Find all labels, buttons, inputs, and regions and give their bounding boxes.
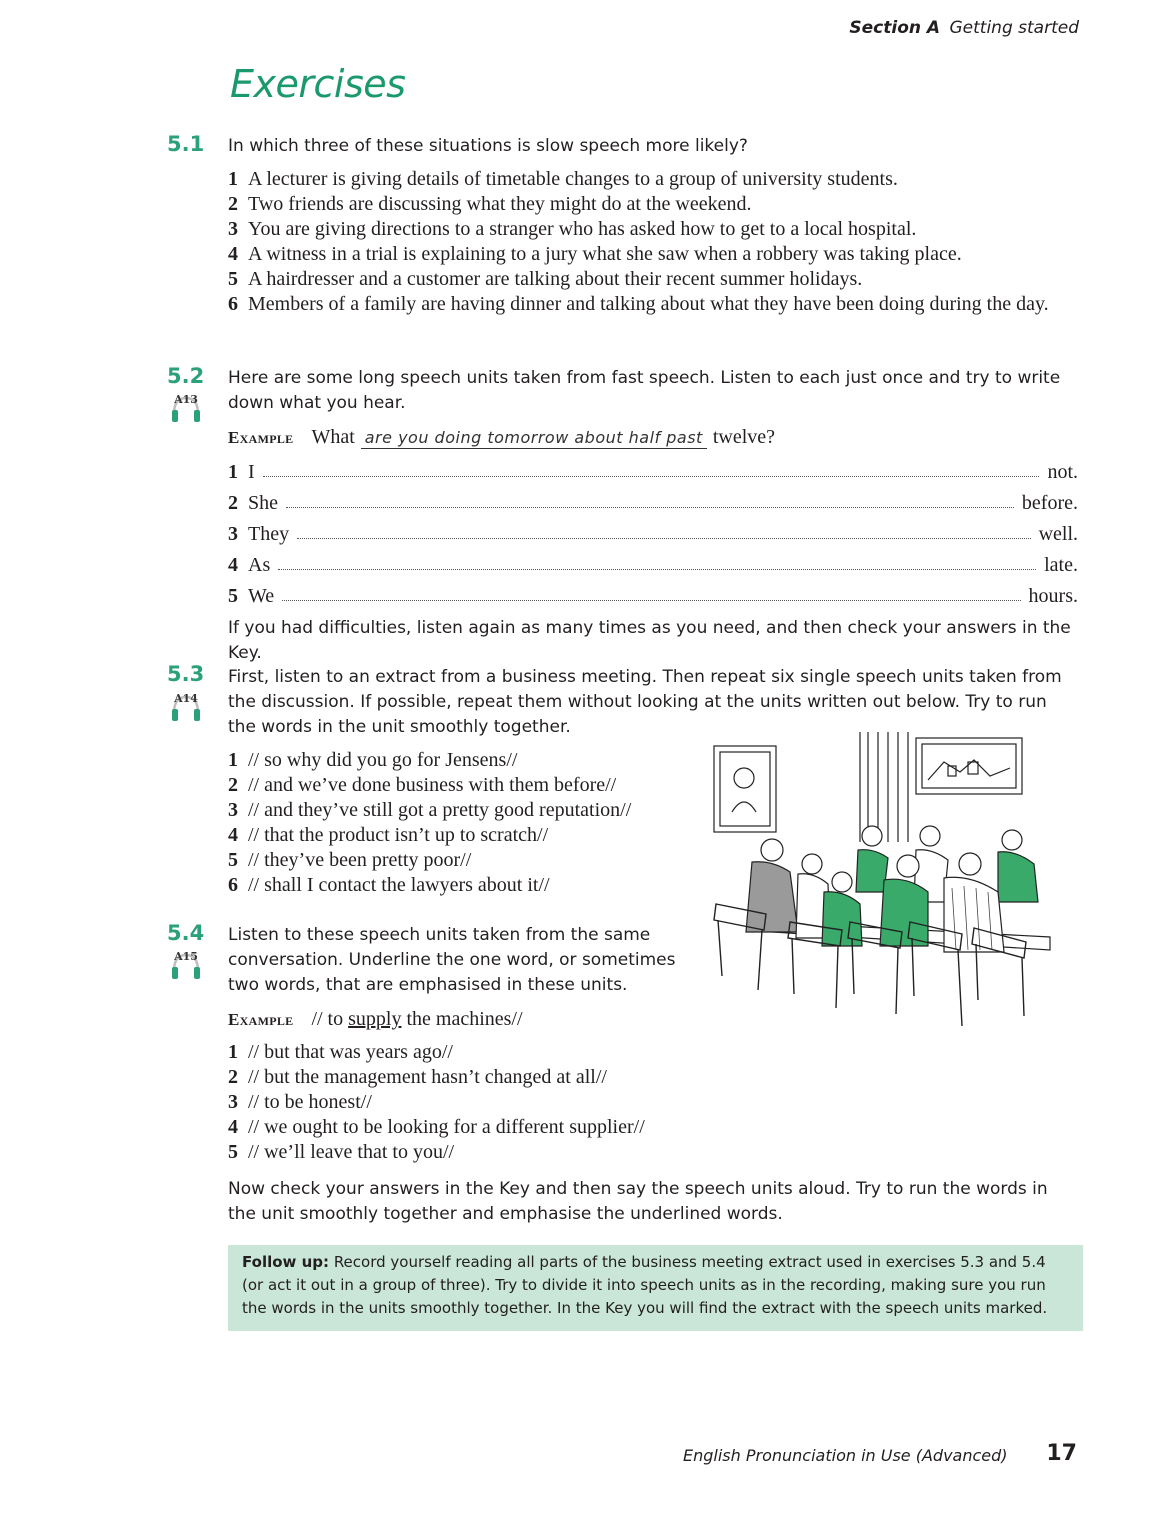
business-meeting-illustration bbox=[712, 732, 1052, 1032]
list-item: 4 A witness in a trial is explaining to a jury what she saw when a robbery was taking place. bbox=[228, 243, 962, 265]
answer-blank[interactable] bbox=[297, 537, 1030, 539]
exercise-5-4-example: Example // to supply the machines// bbox=[228, 1008, 523, 1030]
follow-up-box bbox=[228, 1245, 1083, 1331]
answer-blank[interactable] bbox=[278, 568, 1036, 570]
fill-in-row: 5 We hours. bbox=[228, 585, 1078, 607]
exercise-5-4-note: Now check your answers in the Key and then say the speech units aloud. Try to run the words in the unit smoothly together and emphasise the underlined words. bbox=[228, 1179, 1048, 1224]
fill-in-row: 1 I not. bbox=[228, 461, 1078, 483]
answer-blank[interactable] bbox=[286, 506, 1014, 508]
audio-track-a13[interactable] bbox=[168, 392, 204, 422]
exercise-5-2-instruction: Here are some long speech units taken from fast speech. Listen to each just once and try to write down what you hear. bbox=[228, 368, 1061, 413]
example-label: Example bbox=[228, 428, 294, 447]
audio-track-a15[interactable] bbox=[168, 949, 204, 979]
list-item: 1 // so why did you go for Jensens// bbox=[228, 749, 518, 771]
exercise-5-1-instruction: In which three of these situations is slow speech more likely? bbox=[228, 136, 748, 156]
list-item: 3 // and they’ve still got a pretty good reputation// bbox=[228, 799, 632, 821]
list-item: 1 A lecturer is giving details of timetable changes to a group of university students. bbox=[228, 168, 898, 190]
answer-blank[interactable] bbox=[282, 599, 1020, 601]
list-item: 6 Members of a family are having dinner and talking about what they have been doing during the day. bbox=[228, 293, 1049, 315]
list-item: 3 You are giving directions to a stranger who has asked how to get to a local hospital. bbox=[228, 218, 917, 240]
exercise-5-2-note: If you had difficulties, listen again as many times as you need, and then check your answers in the Key. bbox=[228, 618, 1071, 663]
exercise-5-1-list bbox=[228, 167, 1078, 317]
follow-up-label: Follow up: bbox=[242, 1253, 330, 1271]
section-title: Getting started bbox=[949, 18, 1079, 38]
list-item: 1 // but that was years ago// bbox=[228, 1041, 453, 1063]
list-item: 2 Two friends are discussing what they might do at the weekend. bbox=[228, 193, 752, 215]
handwritten-answer: are you doing tomorrow about half past bbox=[361, 428, 707, 449]
fill-in-row: 3 They well. bbox=[228, 523, 1078, 545]
list-item: 6 // shall I contact the lawyers about it// bbox=[228, 874, 550, 896]
exercise-5-2-example: Example What are you doing tomorrow about half past twelve? bbox=[228, 426, 775, 448]
audio-track-label: A14 bbox=[174, 692, 198, 705]
exercise-5-3-list bbox=[228, 748, 698, 898]
exercise-number-5-3: 5.3 bbox=[167, 662, 205, 686]
list-item: 2 // but the management hasn’t changed at all// bbox=[228, 1066, 607, 1088]
exercise-5-4-instruction: Listen to these speech units taken from the same conversation. Underline the one word, or sometimes two words, that are emphasised in these units. bbox=[228, 925, 676, 995]
fill-in-row: 4 As late. bbox=[228, 554, 1078, 576]
audio-track-a14[interactable] bbox=[168, 691, 204, 721]
audio-track-label: A15 bbox=[174, 950, 198, 963]
answer-blank[interactable] bbox=[263, 475, 1040, 477]
section-label: Section A bbox=[849, 18, 941, 38]
list-item: 3 // to be honest// bbox=[228, 1091, 372, 1113]
underlined-word: supply bbox=[348, 1008, 402, 1030]
example-label: Example bbox=[228, 1010, 294, 1029]
running-header bbox=[849, 18, 1079, 38]
fill-in-row: 2 She before. bbox=[228, 492, 1078, 514]
follow-up-text: Record yourself reading all parts of the business meeting extract used in exercises 5.3 and 5.4 (or act it out in a group of three). Try to divide it into speech units as in the recording, making sure you run the words in the units smoothly together. In the Key you will find the extract with the speech units marked. bbox=[242, 1253, 1048, 1317]
exercise-5-3-instruction: First, listen to an extract from a business meeting. Then repeat six single speech units taken from the discussion. If possible, repeat them without looking at the units written out below. Try to run the words in the unit smoothly together. bbox=[228, 667, 1062, 737]
page-title: Exercises bbox=[230, 62, 406, 106]
page-number: 17 bbox=[1046, 1441, 1077, 1466]
list-item: 5 A hairdresser and a customer are talking about their recent summer holidays. bbox=[228, 268, 863, 290]
exercise-5-4-list bbox=[228, 1040, 728, 1165]
footer-book-title: English Pronunciation in Use (Advanced) bbox=[683, 1446, 1008, 1465]
list-item: 4 // that the product isn’t up to scratch// bbox=[228, 824, 549, 846]
exercise-number-5-2: 5.2 bbox=[167, 364, 205, 388]
list-item: 4 // we ought to be looking for a different supplier// bbox=[228, 1116, 645, 1138]
list-item: 5 // they’ve been pretty poor// bbox=[228, 849, 472, 871]
list-item: 5 // we’ll leave that to you// bbox=[228, 1141, 455, 1163]
exercise-number-5-4: 5.4 bbox=[167, 921, 205, 945]
list-item: 2 // and we’ve done business with them before// bbox=[228, 774, 617, 796]
exercise-number-5-1: 5.1 bbox=[167, 132, 205, 156]
audio-track-label: A13 bbox=[174, 393, 198, 406]
